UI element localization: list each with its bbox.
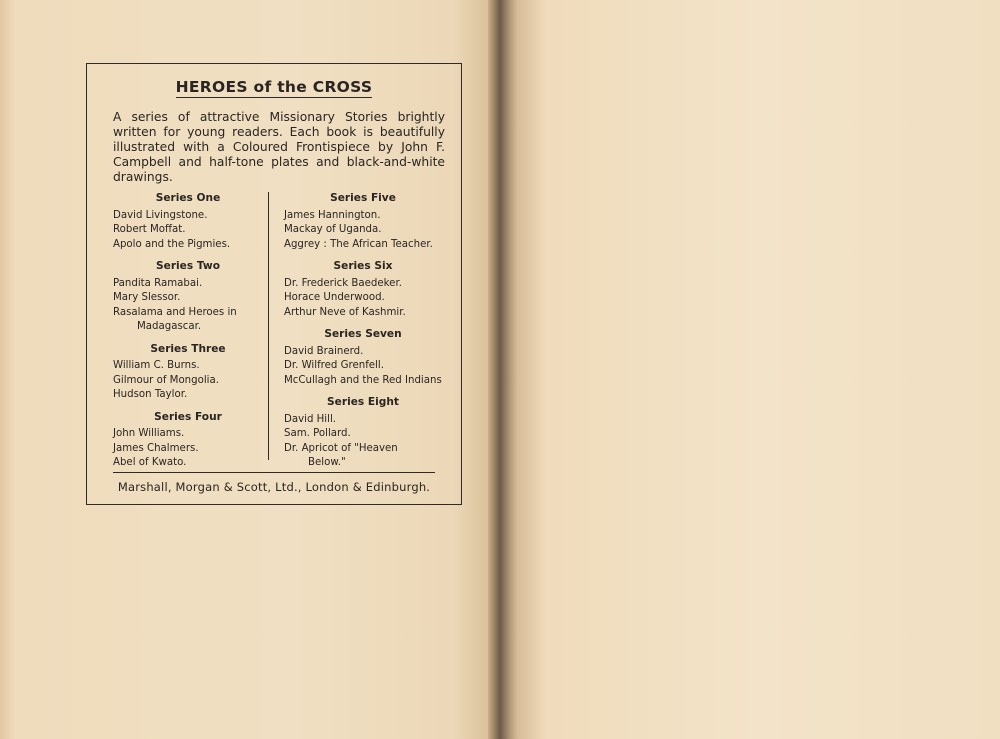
- book-entry: Arthur Neve of Kashmir.: [284, 306, 406, 318]
- series-heading: Series Six: [333, 260, 393, 272]
- series-heading: Series Seven: [324, 328, 402, 340]
- book-entry: Sam. Pollard.: [284, 428, 351, 439]
- bottom-rule: [113, 472, 435, 473]
- book-entry: William C. Burns.: [113, 360, 200, 371]
- series-block: [113, 342, 263, 403]
- book-entry: Rasalama and Heroes in: [113, 306, 237, 318]
- book-entry: Gilmour of Mongolia.: [113, 374, 219, 386]
- book-entry: Below.": [308, 457, 346, 468]
- book-entry: Dr. Frederick Baedeker.: [284, 277, 402, 289]
- book-entry: Apolo and the Pigmies.: [113, 238, 231, 250]
- series-column-left: [113, 191, 263, 478]
- book-entry: David Hill.: [284, 413, 337, 425]
- series-heading: Series Three: [150, 342, 226, 355]
- series-heading: Series Two: [156, 260, 220, 272]
- series-heading: Series One: [155, 192, 221, 204]
- book-gutter: [488, 0, 518, 739]
- series-block: [284, 327, 442, 388]
- book-entry: David Brainerd.: [284, 345, 364, 357]
- series-block: [284, 259, 442, 320]
- intro-paragraph: A series of attractive Missionary Stories brightly written for young readers. Each book is beautifully illustrated with a Coloured Frontispiece by John F. Campbell and half-tone plates and black-and-white drawings.: [113, 110, 445, 184]
- series-heading: Series Five: [330, 192, 396, 204]
- series-block: [113, 410, 263, 471]
- publisher-imprint: Marshall, Morgan & Scott, Ltd., London & Edinburgh.: [117, 480, 431, 494]
- series-block: [284, 395, 442, 471]
- series-column-right: [284, 191, 442, 478]
- advertisement-box: [86, 63, 462, 505]
- book-entry: Aggrey : The African Teacher.: [284, 238, 433, 250]
- book-entry: James Chalmers.: [113, 442, 199, 454]
- book-entry: Dr. Apricot of "Heaven: [284, 442, 398, 454]
- left-page: [0, 0, 492, 739]
- book-entry: Madagascar.: [137, 321, 202, 332]
- title-text: HEROES of the CROSS: [175, 78, 373, 96]
- book-entry: Horace Underwood.: [284, 292, 385, 303]
- book-entry: John Williams.: [113, 428, 185, 439]
- series-block: [284, 191, 442, 252]
- book-entry: Hudson Taylor.: [113, 389, 188, 400]
- book-entry: Mary Slessor.: [113, 292, 181, 303]
- series-block: [113, 191, 263, 252]
- series-block: [113, 259, 263, 335]
- book-entry: Dr. Wilfred Grenfell.: [284, 360, 384, 371]
- page-title: [87, 78, 461, 96]
- book-entry: Pandita Ramabai.: [113, 277, 203, 289]
- right-page-blank: [518, 0, 1000, 739]
- column-divider: [268, 192, 269, 460]
- book-entry: Abel of Kwato.: [113, 457, 187, 468]
- book-entry: Robert Moffat.: [113, 224, 186, 235]
- series-heading: Series Four: [154, 410, 222, 423]
- book-entry: David Livingstone.: [113, 209, 208, 221]
- book-entry: James Hannington.: [284, 209, 381, 221]
- book-entry: Mackay of Uganda.: [284, 224, 382, 235]
- book-entry: McCullagh and the Red Indians: [284, 374, 442, 386]
- series-heading: Series Eight: [327, 396, 399, 408]
